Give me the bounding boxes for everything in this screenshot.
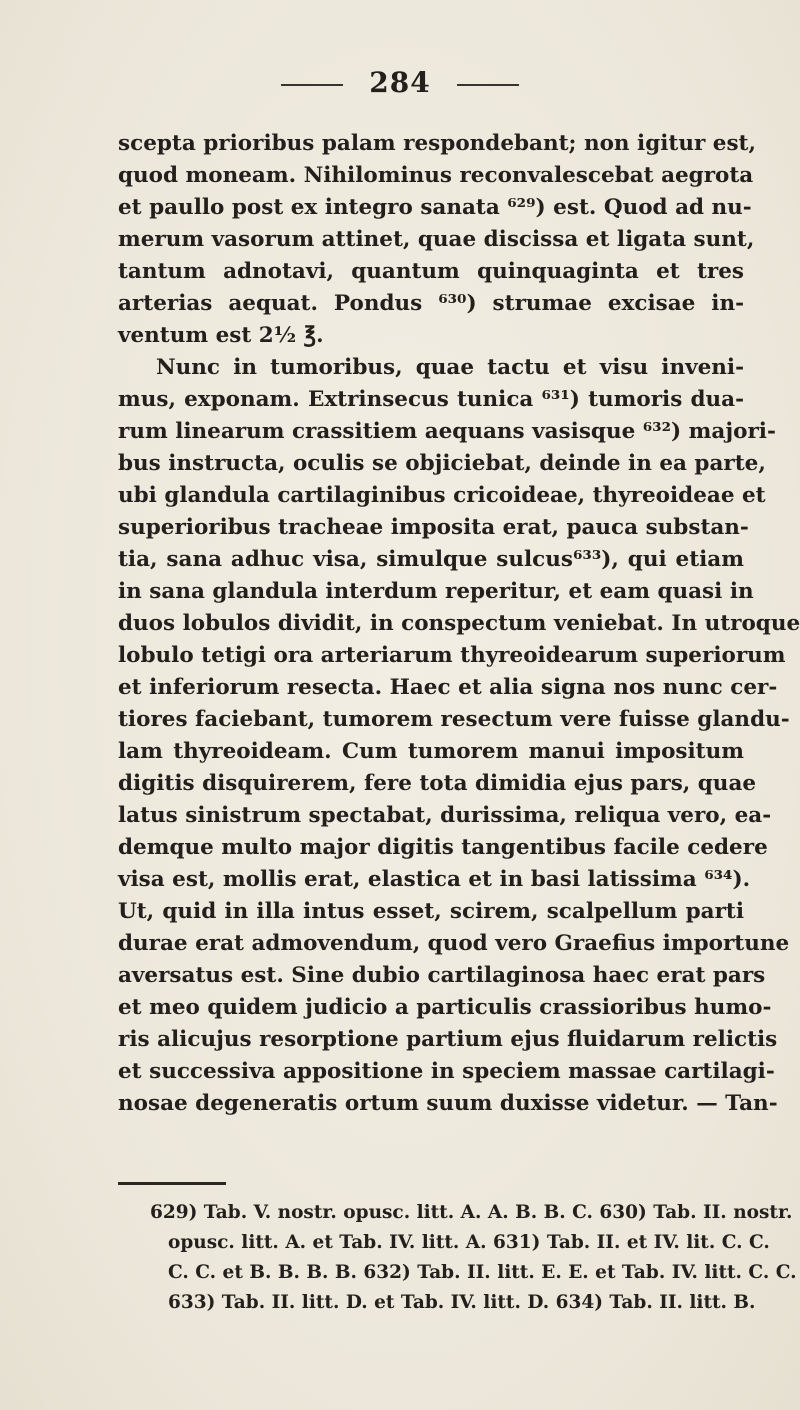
- text-line: ventum est 2½ ℥.: [118, 323, 324, 348]
- page-header: [0, 66, 800, 99]
- text-line: et inferiorum resecta. Haec et alia signa nos nunc cer-: [118, 675, 778, 700]
- paragraph-start: Nunc in tumoribus, quae tactu et visu inveni-: [156, 355, 744, 380]
- text-line: rum linearum crassitiem aequans vasisque ⁶³²) majori-: [118, 419, 776, 444]
- text-line: demque multo major digitis tangentibus facile cedere: [118, 835, 768, 860]
- text-line: in sana glandula interdum reperitur, et eam quasi in: [118, 579, 754, 604]
- text-line: tia, sana adhuc visa, simulque sulcus⁶³³), qui etiam: [118, 547, 744, 572]
- text-line: scepta prioribus palam respondebant; non igitur est,: [118, 131, 756, 156]
- text-line: arterias aequat. Pondus ⁶³⁰) strumae excisae in-: [118, 291, 744, 316]
- text-line: duos lobulos dividit, in conspectum veniebat. In utroque: [118, 611, 800, 636]
- text-line: latus sinistrum spectabat, durissima, reliqua vero, ea-: [118, 803, 772, 828]
- text-line: merum vasorum attinet, quae discissa et ligata sunt,: [118, 227, 755, 252]
- footnote-line: C. C. et B. B. B. B. 632) Tab. II. litt. E. E. et Tab. IV. litt. C. C.: [168, 1262, 797, 1283]
- footnote-line: 633) Tab. II. litt. D. et Tab. IV. litt. D. 634) Tab. II. litt. B.: [168, 1292, 756, 1313]
- text-line: ubi glandula cartilaginibus cricoideae, thyreoideae et: [118, 483, 766, 508]
- text-line: nosae degeneratis ortum suum duxisse videtur. — Tan-: [118, 1091, 778, 1116]
- header-rule-left: [281, 84, 343, 86]
- text-line: lobulo tetigi ora arteriarum thyreoidearum superiorum: [118, 643, 786, 668]
- page-number: 284: [369, 66, 431, 99]
- footnote-line: 629) Tab. V. nostr. opusc. litt. A. A. B. B. C. 630) Tab. II. nostr.: [150, 1202, 793, 1223]
- text-line: et successiva appositione in speciem massae cartilagi-: [118, 1059, 775, 1084]
- text-line: superioribus tracheae imposita erat, pauca substan-: [118, 515, 749, 540]
- text-line: mus, exponam. Extrinsecus tunica ⁶³¹) tumoris dua-: [118, 387, 744, 412]
- main-text: [118, 128, 800, 1120]
- text-line: aversatus est. Sine dubio cartilaginosa haec erat pars: [118, 963, 766, 988]
- text-line: digitis disquirerem, fere tota dimidia ejus pars, quae: [118, 771, 757, 796]
- text-line: visa est, mollis erat, elastica et in basi latissima ⁶³⁴).: [118, 867, 751, 892]
- text-line: durae erat admovendum, quod vero Graefius importune: [118, 931, 790, 956]
- footnotes: [150, 1198, 797, 1318]
- footnote-line: opusc. litt. A. et Tab. IV. litt. A. 631) Tab. II. et IV. lit. C. C.: [168, 1232, 770, 1253]
- text-line: bus instructa, oculis se objiciebat, deinde in ea parte,: [118, 451, 766, 476]
- text-line: ris alicujus resorptione partium ejus fluidarum relictis: [118, 1027, 778, 1052]
- footnote-separator: [118, 1182, 226, 1185]
- text-line: tantum adnotavi, quantum quinquaginta et tres: [118, 259, 744, 284]
- text-line: Ut, quid in illa intus esset, scirem, scalpellum parti: [118, 899, 744, 924]
- text-line: lam thyreoideam. Cum tumorem manui impositum: [118, 739, 744, 764]
- text-line: quod moneam. Nihilominus reconvalescebat aegrota: [118, 163, 754, 188]
- text-line: et meo quidem judicio a particulis crassioribus humo-: [118, 995, 772, 1020]
- text-line: tiores faciebant, tumorem resectum vere fuisse glandu-: [118, 707, 790, 732]
- text-line: et paullo post ex integro sanata ⁶²⁹) est. Quod ad nu-: [118, 195, 752, 220]
- header-rule-right: [457, 84, 519, 86]
